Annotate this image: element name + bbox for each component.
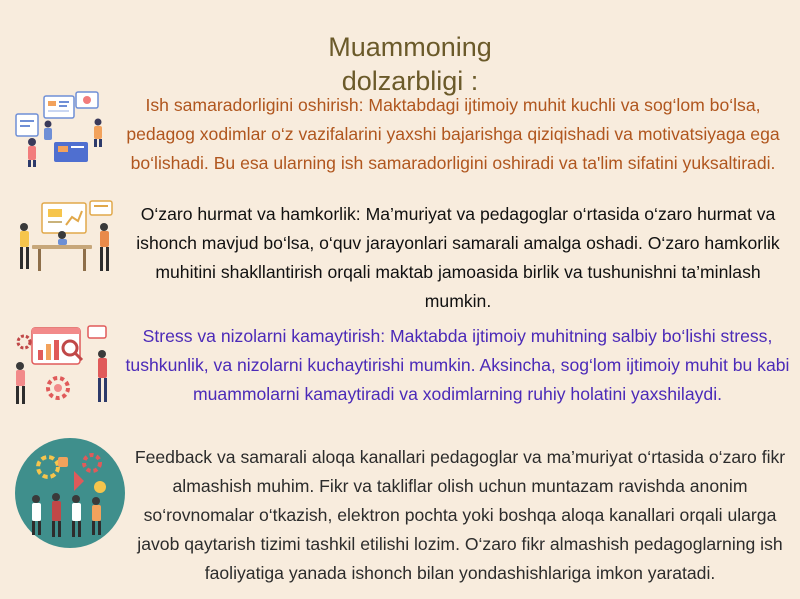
team-feedback-illustration-icon bbox=[14, 437, 126, 549]
team-dashboard-illustration-icon bbox=[14, 90, 106, 168]
paragraph-feedback-channels: Feedback va samarali aloqa kanallari pedagoglar va ma’muriyat o‘rtasida o‘zaro fikr almashish muhim. Fikr va takliflar olish uchun muntazam ravishda anonim so‘rovnomalar o‘tkazish, elektron pochta yoki boshqa aloqa kanallari orqali ularga javob qaytarish tizimi tashkil etilishi lozim. O‘zaro fikr almashish pedagoglarning ish faoliyatiga yanada ishonch bilan yondashishlariga imkon yaratadi. bbox=[134, 447, 786, 583]
page-title: Muammoning dolzarbligi : bbox=[328, 32, 492, 96]
paragraph-work-efficiency: Ish samaradorligini oshirish: Maktabdagi ijtimoiy muhit kuchli va sog‘lom bo‘lsa, pedagog xodimlar o‘z vazifalarini yaxshi bajarishga qiziqishadi va motivatsiyaga ega bo‘lishadi. Bu esa ularning ish samaradorligini oshiradi va ta'lim sifatini yuksaltiradi. bbox=[126, 95, 780, 173]
paragraph-stress-reduction: Stress va nizolarni kamaytirish: Maktabda ijtimoiy muhitning salbiy bo‘lishi stress, tushkunlik, va nizolarni kuchaytirishi mumkin. Aksincha, sog‘lom ijtimoiy muhit bu kabi muammolarni kamaytiradi va xodimlarning ruhiy holatini yaxshilaydi. bbox=[125, 326, 790, 404]
team-meeting-illustration-icon bbox=[12, 197, 116, 279]
analytics-stress-illustration-icon bbox=[10, 318, 116, 408]
paragraph-mutual-respect: O‘zaro hurmat va hamkorlik: Ma’muriyat va pedagoglar o‘rtasida o‘zaro hurmat va ishonch mavjud bo‘lsa, o‘quv jarayonlari samarali amalga oshadi. O‘zaro hamkorlik muhitini shakllantirish orqali maktab jamoasida birlik va tushunishni ta’minlash mumkin. bbox=[136, 204, 780, 311]
